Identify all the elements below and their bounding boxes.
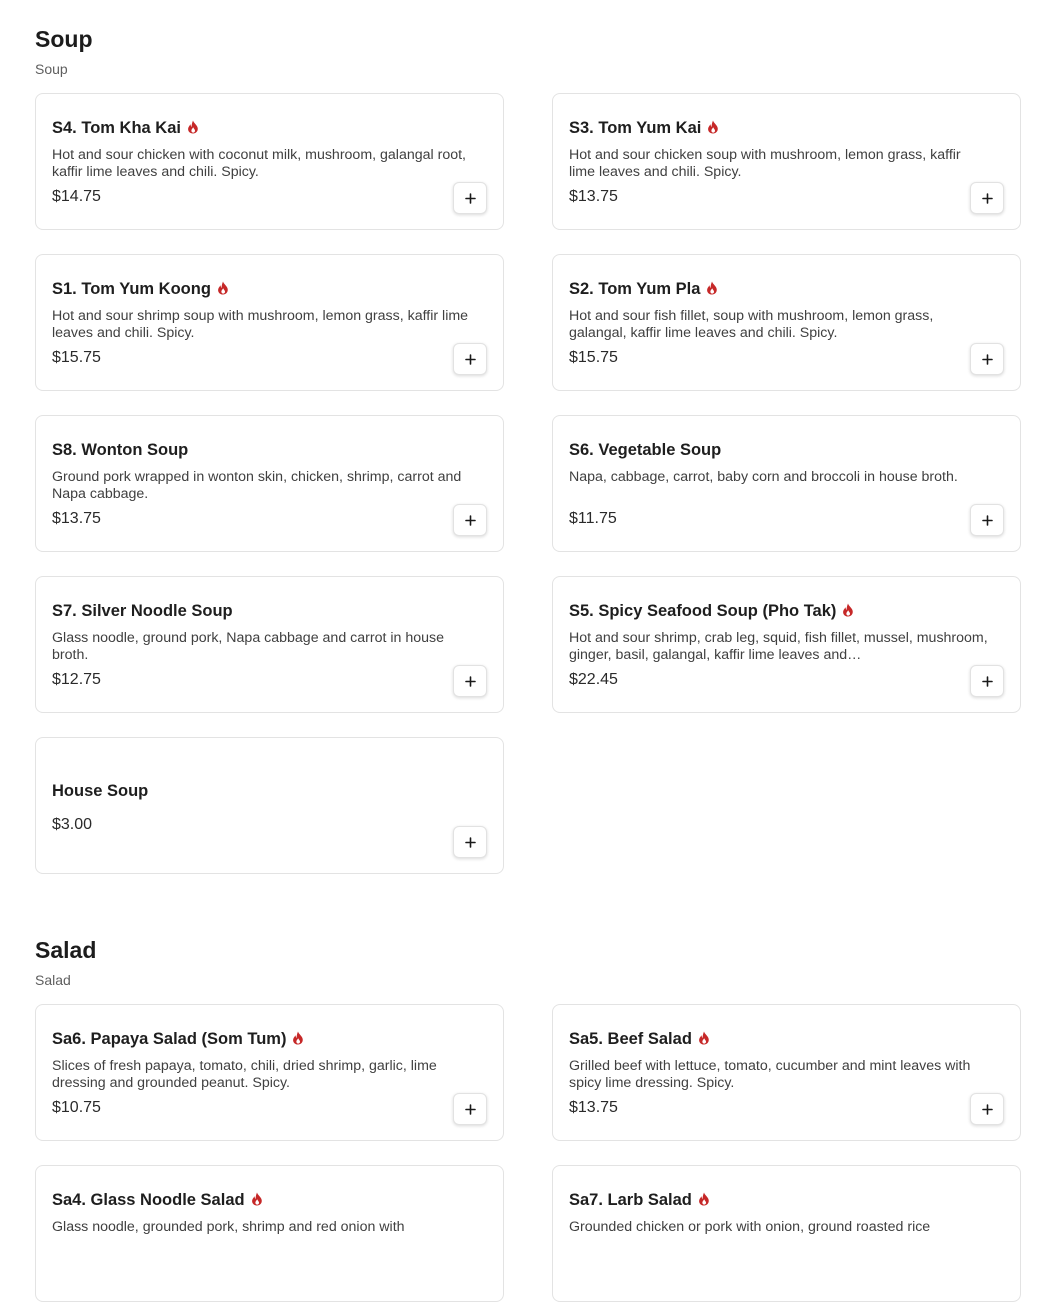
add-to-cart-button[interactable] [970, 504, 1004, 536]
item-price: $15.75 [569, 349, 618, 366]
plus-icon [465, 676, 476, 687]
item-price: $13.75 [569, 188, 618, 205]
item-price: $10.75 [52, 1099, 101, 1116]
menu-item-card[interactable] [35, 254, 504, 391]
item-name: S7. Silver Noodle Soup [52, 602, 233, 620]
plus-icon [982, 676, 993, 687]
flame-icon [292, 1030, 304, 1044]
item-description: Hot and sour fish fillet, soup with mushroom, lemon grass, galangal, kaffir lime leaves and chili. Spicy. [569, 308, 934, 341]
menu-item-card[interactable] [35, 415, 504, 552]
item-title [569, 601, 854, 621]
item-description: Ground pork wrapped in wonton skin, chicken, shrimp, carrot and Napa cabbage. [52, 469, 462, 502]
plus-icon [982, 515, 993, 526]
item-description: Grounded chicken or pork with onion, ground roasted rice [569, 1219, 931, 1235]
plus-icon [982, 354, 993, 365]
item-description: Hot and sour shrimp soup with mushroom, lemon grass, kaffir lime leaves and chili. Spicy. [52, 308, 469, 341]
item-name: S4. Tom Kha Kai [52, 119, 181, 137]
item-title [52, 1190, 263, 1210]
item-name: House Soup [52, 782, 149, 800]
flame-icon [698, 1191, 710, 1205]
item-name: Sa6. Papaya Salad (Som Tum) [52, 1030, 287, 1048]
item-description: Glass noodle, grounded pork, shrimp and red onion with [52, 1219, 405, 1235]
item-description: Glass noodle, ground pork, Napa cabbage and carrot in house broth. [52, 630, 444, 663]
section-subtitle: Soup [35, 61, 68, 77]
item-title [52, 781, 148, 801]
menu-item-card[interactable] [552, 1165, 1021, 1302]
item-name: Sa7. Larb Salad [569, 1191, 692, 1209]
add-to-cart-button[interactable] [453, 826, 487, 858]
section-title: Soup [35, 26, 93, 52]
item-name: S5. Spicy Seafood Soup (Pho Tak) [569, 602, 837, 620]
item-title [52, 601, 233, 621]
item-price: $14.75 [52, 188, 101, 205]
menu-item-card[interactable] [35, 1165, 504, 1302]
flame-icon [217, 280, 229, 294]
item-name: S8. Wonton Soup [52, 441, 189, 459]
item-title [52, 118, 199, 138]
item-name: Sa4. Glass Noodle Salad [52, 1191, 245, 1209]
item-description: Napa, cabbage, carrot, baby corn and broccoli in house broth. [569, 469, 958, 485]
section-title: Salad [35, 937, 97, 963]
menu-item-grid [35, 1004, 1021, 1302]
section-salad [35, 936, 1021, 1235]
item-price: $15.75 [52, 349, 101, 366]
plus-icon [465, 354, 476, 365]
item-description: Grilled beef with lettuce, tomato, cucumber and mint leaves with spicy lime dressing. Spicy. [569, 1058, 971, 1091]
plus-icon [465, 837, 476, 848]
section-subtitle: Salad [35, 972, 71, 988]
flame-icon [698, 1030, 710, 1044]
item-name: Sa5. Beef Salad [569, 1030, 692, 1048]
add-to-cart-button[interactable] [453, 182, 487, 214]
add-to-cart-button[interactable] [970, 343, 1004, 375]
item-title [52, 1029, 304, 1049]
plus-icon [465, 1104, 476, 1115]
plus-icon [982, 193, 993, 204]
menu-item-card[interactable] [35, 93, 504, 230]
menu-item-card[interactable] [35, 1004, 504, 1141]
item-title [569, 279, 718, 299]
item-name: S6. Vegetable Soup [569, 441, 722, 459]
item-price: $12.75 [52, 671, 101, 688]
item-description: Hot and sour chicken soup with mushroom, lemon grass, kaffir lime leaves and chili. Spicy. [569, 147, 961, 180]
add-to-cart-button[interactable] [453, 343, 487, 375]
add-to-cart-button[interactable] [970, 182, 1004, 214]
menu-item-card[interactable] [552, 254, 1021, 391]
menu-item-card[interactable] [552, 415, 1021, 552]
item-name: S3. Tom Yum Kai [569, 119, 702, 137]
menu-item-grid [35, 93, 1021, 874]
plus-icon [982, 1104, 993, 1115]
item-price: $13.75 [52, 510, 101, 527]
item-title [569, 1029, 710, 1049]
menu-item-card[interactable] [35, 737, 504, 874]
item-price: $11.75 [569, 510, 617, 527]
item-price: $22.45 [569, 671, 618, 688]
menu-item-card[interactable] [552, 1004, 1021, 1141]
menu-item-card[interactable] [552, 576, 1021, 713]
add-to-cart-button[interactable] [453, 665, 487, 697]
flame-icon [187, 119, 199, 133]
item-description: Hot and sour shrimp, crab leg, squid, fish fillet, mussel, mushroom, ginger, basil, galangal, kaffir lime leaves and… [569, 630, 988, 663]
plus-icon [465, 515, 476, 526]
item-description: Slices of fresh papaya, tomato, chili, dried shrimp, garlic, lime dressing and grounded peanut. Spicy. [52, 1058, 437, 1091]
item-price: $13.75 [569, 1099, 618, 1116]
item-title [569, 118, 719, 138]
item-title [52, 279, 229, 299]
add-to-cart-button[interactable] [453, 1093, 487, 1125]
item-title [52, 440, 188, 460]
flame-icon [706, 280, 718, 294]
item-title [569, 440, 721, 460]
add-to-cart-button[interactable] [970, 1093, 1004, 1125]
plus-icon [465, 193, 476, 204]
menu-item-card[interactable] [35, 576, 504, 713]
item-name: S2. Tom Yum Pla [569, 280, 701, 298]
item-name: S1. Tom Yum Koong [52, 280, 211, 298]
section-soup [35, 25, 1021, 833]
item-description: Hot and sour chicken with coconut milk, mushroom, galangal root, kaffir lime leaves and chili. Spicy. [52, 147, 467, 180]
item-price: $3.00 [52, 816, 93, 833]
add-to-cart-button[interactable] [970, 665, 1004, 697]
flame-icon [707, 119, 719, 133]
flame-icon [842, 602, 854, 616]
add-to-cart-button[interactable] [453, 504, 487, 536]
flame-icon [251, 1191, 263, 1205]
menu-item-card[interactable] [552, 93, 1021, 230]
item-title [569, 1190, 710, 1210]
